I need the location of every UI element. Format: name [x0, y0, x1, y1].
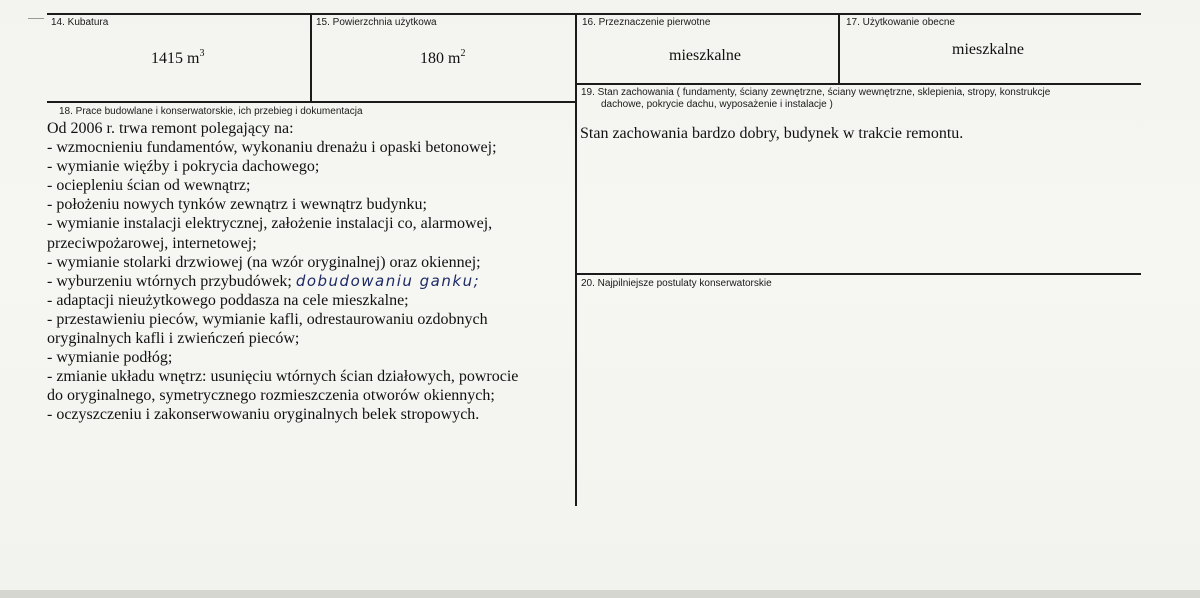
field-16-value: mieszkalne [669, 47, 741, 64]
grid-line-row-mid-right [576, 83, 1141, 85]
grid-line-row-mid-left [47, 101, 576, 103]
field-15-label: 15. Powierzchnia użytkowa [316, 17, 437, 28]
field-20-label: 20. Najpilniejsze postulaty konserwatorskie [581, 278, 772, 289]
field-17-value: mieszkalne [952, 41, 1024, 58]
field-19-value: Stan zachowania bardzo dobry, budynek w trakcie remontu. [580, 125, 964, 142]
kubatura-unit-exponent: 3 [199, 48, 205, 59]
works-line: - wymianie podłóg; [47, 349, 173, 367]
handwritten-note: dobudowaniu ganku; [295, 271, 481, 290]
works-line: - zmianie układu wnętrz: usunięciu wtórnych ścian działowych, powrocie [47, 368, 519, 386]
works-line: - adaptacji nieużytkowego poddasza na cele mieszkalne; [47, 291, 409, 309]
works-line: - wymianie instalacji elektrycznej, założenie instalacji co, alarmowej, [47, 215, 493, 233]
works-line: oryginalnych kafli i zwieńczeń pieców; [47, 330, 300, 348]
works-line: - wymianie stolarki drzwiowej (na wzór oryginalnej) oraz okiennej; [47, 253, 481, 271]
works-line: - oczyszczeniu i zakonserwowaniu oryginalnych belek stropowych. [47, 406, 480, 424]
scan-bottom-edge [0, 590, 1200, 598]
works-line: do oryginalnego, symetrycznego rozmieszczenia otworów okiennych; [47, 387, 495, 405]
powierzchnia-value: 180 m [420, 50, 461, 67]
field-19-label [581, 87, 1050, 111]
works-line: - przestawieniu pieców, wymianie kafli, odrestaurowaniu ozdobnych [47, 310, 488, 328]
field-14-value [151, 48, 204, 68]
grid-line-row-20 [576, 273, 1141, 275]
field-19-label-line2: dachowe, pokrycie dachu, wyposażenie i instalacje ) [601, 99, 833, 110]
field-16-label: 16. Przeznaczenie pierwotne [582, 17, 711, 28]
field-17-label: 17. Użytkowanie obecne [846, 17, 955, 28]
field-15-value [420, 48, 465, 68]
field-14-label: 14. Kubatura [51, 17, 109, 28]
works-line: Od 2006 r. trwa remont polegający na: [47, 120, 294, 137]
field-18-label: 18. Prace budowlane i konserwatorskie, ich przebieg i dokumentacja [59, 106, 363, 117]
powierzchnia-unit-exponent: 2 [460, 48, 466, 59]
grid-line-16-17 [838, 13, 840, 85]
works-line: - położeniu nowych tynków zewnątrz i wewnątrz budynku; [47, 196, 427, 214]
grid-line-top [47, 13, 1141, 15]
field-18-text [47, 119, 572, 425]
works-line: - ociepleniu ścian od wewnątrz; [47, 177, 251, 195]
works-line: - wzmocnieniu fundamentów, wykonaniu drenażu i opaski betonowej; [47, 139, 497, 157]
grid-line-14-15 [310, 13, 312, 102]
field-19-label-line1: 19. Stan zachowania ( fundamenty, ściany zewnętrzne, ściany wewnętrzne, sklepienia, stropy, konstrukcje [581, 87, 1051, 98]
grid-line-col-main [575, 13, 577, 506]
kubatura-value: 1415 m [151, 50, 200, 67]
works-line-text: - wyburzeniu wtórnych przybudówek; [47, 272, 292, 290]
margin-mark [28, 18, 44, 19]
works-line [47, 272, 572, 291]
works-line: - wymianie więźby i pokrycia dachowego; [47, 158, 320, 176]
works-line: przeciwpożarowej, internetowej; [47, 234, 257, 252]
